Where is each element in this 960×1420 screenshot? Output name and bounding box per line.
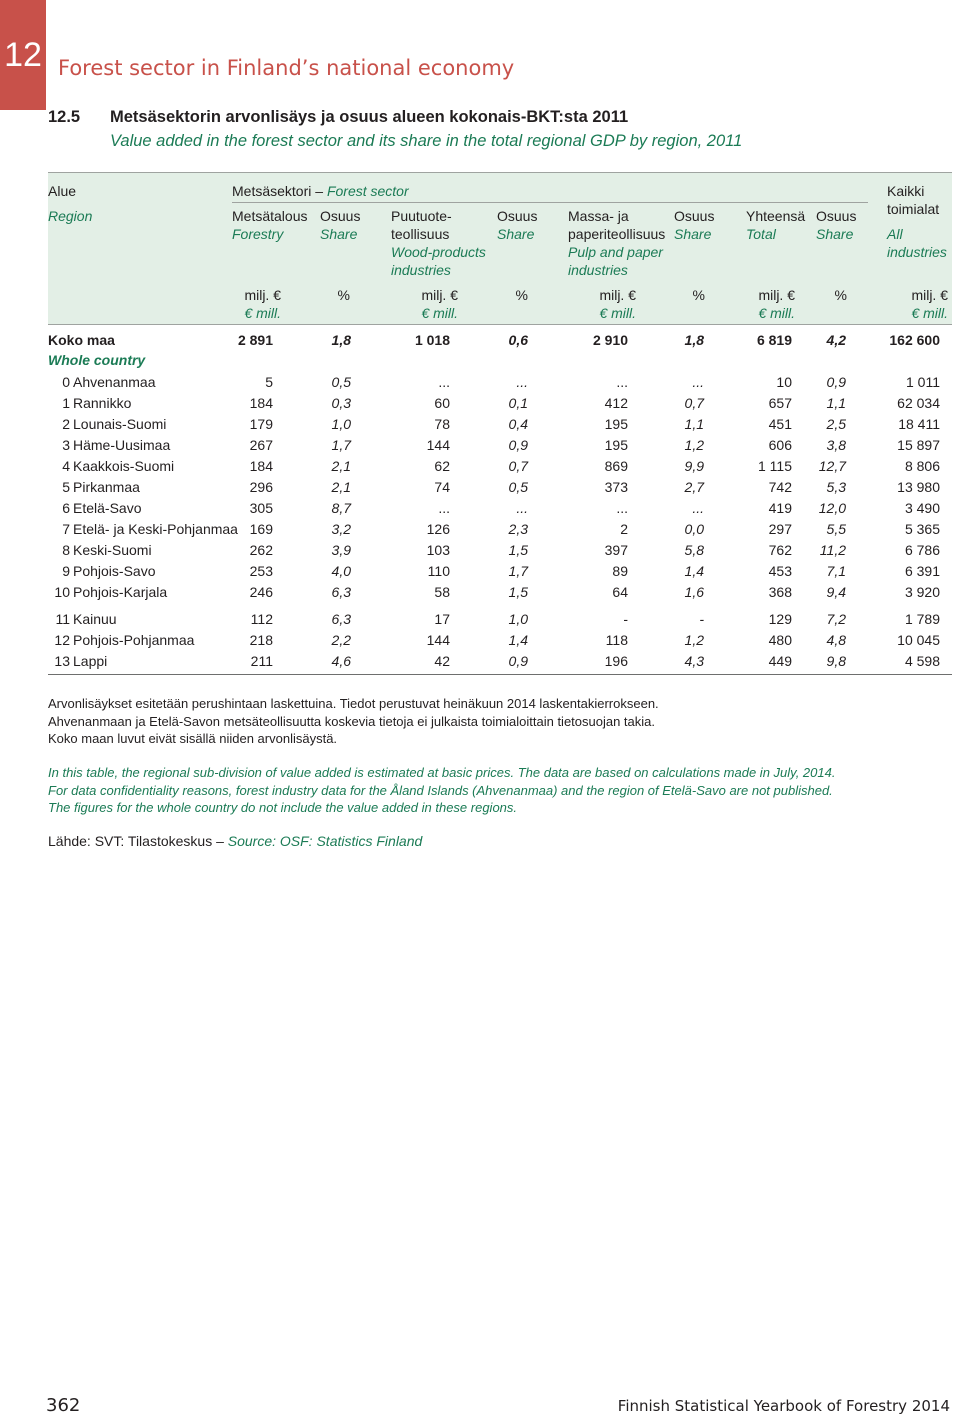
cell: 195: [604, 437, 628, 453]
note-fi-1: Arvonlisäykset esitetään perushintaan laskettuina. Tiedot perustuvat heinäkuun 2014 laskentakierrokseen.: [48, 696, 659, 711]
cell: 1,2: [684, 437, 704, 453]
cell: 1,0: [331, 416, 351, 432]
cell: 1,5: [508, 542, 528, 558]
header-pulp-industries: industries: [568, 262, 628, 278]
cell: 1,6: [684, 584, 704, 600]
header-massa: Massa- ja: [568, 208, 629, 224]
region-name: Kainuu: [73, 611, 117, 627]
cell: 5,8: [684, 542, 704, 558]
table-subtitle: Value added in the forest sector and its share in the total regional GDP by region, 2011: [110, 132, 743, 150]
note-en-3: The figures for the whole country do not include the value added in these regions.: [48, 800, 518, 815]
cell: 0,9: [508, 437, 528, 453]
cell: 3,2: [331, 521, 351, 537]
cell: 657: [768, 395, 792, 411]
cell: 0,4: [508, 416, 528, 432]
unit-pct-1: %: [337, 287, 350, 303]
chapter-title: Forest sector in Finland’s national economy: [58, 56, 515, 80]
unit-milj-2: milj. €: [421, 287, 458, 303]
cell: 118: [605, 632, 628, 648]
cell: ...: [616, 374, 628, 390]
region-name: Kaakkois-Suomi: [73, 458, 175, 474]
header-sector-en: Forest sector: [326, 183, 409, 199]
cell: 412: [604, 395, 628, 411]
cell: 2: [620, 521, 628, 537]
header-bottom-rule: [48, 324, 952, 325]
header-metsatalous: Metsätalous: [232, 208, 308, 224]
cell: 0,5: [508, 479, 528, 495]
unit-milj-3: milj. €: [599, 287, 636, 303]
region-name: Keski-Suomi: [73, 542, 152, 558]
unit-pct-2: %: [515, 287, 528, 303]
cell: 4 598: [904, 653, 940, 669]
cell: 7,1: [826, 563, 846, 579]
region-number: 8: [62, 542, 70, 558]
cell: 4,3: [684, 653, 704, 669]
cell: 2,1: [331, 479, 351, 495]
cell: 5,5: [826, 521, 846, 537]
cell: 2,1: [331, 458, 351, 474]
header-alue: Alue: [48, 183, 77, 199]
table-header-background: [48, 172, 952, 324]
note-fi-3: Koko maan luvut eivät sisällä niiden arvonlisäystä.: [48, 731, 338, 746]
cell: 1,4: [684, 563, 704, 579]
table-bottom-rule: [48, 674, 952, 675]
cell: 10 045: [897, 632, 940, 648]
cell: 144: [426, 632, 450, 648]
cell: 162 600: [889, 332, 940, 348]
region-number: 9: [62, 563, 70, 579]
cell: 419: [768, 500, 792, 516]
header-osuus-3: Osuus: [674, 208, 715, 224]
notes-finnish: [48, 695, 659, 748]
cell: 2 891: [237, 332, 273, 348]
unit-pct-3: %: [692, 287, 705, 303]
cell: 449: [768, 653, 792, 669]
cell: 7,2: [826, 611, 846, 627]
cell: 451: [768, 416, 792, 432]
cell: 211: [250, 653, 273, 669]
cell: 4,8: [826, 632, 846, 648]
header-osuus-2: Osuus: [497, 208, 538, 224]
cell: 4,6: [331, 653, 351, 669]
cell: 0,6: [508, 332, 528, 348]
table-row: [48, 500, 952, 521]
unit-mill-3: € mill.: [599, 305, 636, 321]
cell: 2 910: [592, 332, 628, 348]
header-forestry: Forestry: [232, 226, 284, 242]
region-name: Rannikko: [73, 395, 132, 411]
cell: 6,3: [331, 584, 351, 600]
region-number: 12: [54, 632, 70, 648]
cell: 218: [249, 632, 273, 648]
table-row-whole-country: [48, 332, 952, 353]
header-teollisuus: teollisuus: [391, 226, 450, 242]
cell: 195: [604, 416, 628, 432]
table-row: [48, 611, 952, 632]
header-region: Region: [48, 208, 93, 224]
header-sector-fi: Metsäsektori –: [232, 183, 324, 199]
note-en-2: For data confidentiality reasons, forest industry data for the Åland Islands (Ahvenanmaa) and the region of Etelä-Savo are not published.: [48, 782, 833, 798]
cell: 0,0: [684, 521, 704, 537]
region-name: Lappi: [73, 653, 108, 669]
cell: -: [623, 611, 628, 627]
cell: 5 365: [904, 521, 940, 537]
cell: 6 786: [904, 542, 940, 558]
cell: 8,7: [331, 500, 351, 516]
unit-milj-5: milj. €: [911, 287, 948, 303]
book-title: Finnish Statistical Yearbook of Forestry 2014: [617, 1397, 950, 1415]
cell: 480: [768, 632, 792, 648]
header-wood-products: Wood-products: [391, 244, 486, 260]
unit-mill-5: € mill.: [911, 305, 948, 321]
cell: 3,9: [331, 542, 351, 558]
cell: 5,3: [826, 479, 846, 495]
cell: 9,9: [684, 458, 704, 474]
table-row: [48, 563, 952, 584]
header-paperiteollisuus: paperiteollisuus: [568, 226, 666, 242]
cell: 1,2: [684, 632, 704, 648]
chapter-number: 12: [0, 0, 46, 110]
cell: 0,1: [508, 395, 528, 411]
region-name: Pohjois-Savo: [73, 563, 156, 579]
cell: 0,3: [331, 395, 351, 411]
cell: 267: [249, 437, 273, 453]
cell: 397: [604, 542, 628, 558]
cell: 184: [249, 395, 273, 411]
cell: ...: [616, 500, 628, 516]
cell: 89: [612, 563, 628, 579]
table-row: [48, 395, 952, 416]
cell: 3 920: [904, 584, 940, 600]
header-kaikki: Kaikki: [887, 183, 925, 199]
region-number: 6: [62, 500, 70, 516]
cell: 0,7: [684, 395, 704, 411]
cell: 15 897: [897, 437, 940, 453]
header-total: Total: [746, 226, 776, 242]
unit-mill-4: € mill.: [758, 305, 795, 321]
cell: 18 411: [898, 416, 940, 432]
cell: 4,0: [331, 563, 351, 579]
cell: 112: [250, 611, 273, 627]
cell: 3 490: [904, 500, 940, 516]
header-pulp-paper: Pulp and paper: [568, 244, 663, 260]
cell: 144: [426, 437, 450, 453]
cell: 6 391: [904, 563, 940, 579]
cell: 12,7: [818, 458, 846, 474]
cell: 9,4: [826, 584, 846, 600]
cell: 1,5: [508, 584, 528, 600]
cell: ...: [692, 500, 704, 516]
table-title-text: Metsäsektorin arvonlisäys ja osuus alueen kokonais-BKT:sta 2011: [110, 108, 629, 126]
header-industries: industries: [887, 244, 947, 260]
header-share-4: Share: [816, 226, 854, 242]
region-number: 7: [62, 521, 70, 537]
cell: 297: [768, 521, 792, 537]
header-share-3: Share: [674, 226, 712, 242]
cell: 296: [249, 479, 273, 495]
table-title: [48, 108, 628, 127]
cell: 1 011: [906, 374, 940, 390]
region-name: Ahvenanmaa: [73, 374, 156, 390]
cell: 0,9: [826, 374, 846, 390]
cell: 1 018: [414, 332, 450, 348]
cell: 196: [604, 653, 628, 669]
region-number: 3: [62, 437, 70, 453]
header-all: All: [887, 226, 903, 242]
cell: 305: [249, 500, 273, 516]
cell: 62 034: [897, 395, 940, 411]
cell: 64: [612, 584, 628, 600]
cell: 453: [768, 563, 792, 579]
cell: 606: [768, 437, 792, 453]
region-name: Lounais-Suomi: [73, 416, 167, 432]
whole-country-name-en: Whole country: [48, 352, 146, 368]
cell: 1,7: [331, 437, 351, 453]
cell: 9,8: [826, 653, 846, 669]
cell: 6 819: [756, 332, 792, 348]
cell: 58: [434, 584, 450, 600]
header-osuus-1: Osuus: [320, 208, 361, 224]
cell: 2,5: [826, 416, 846, 432]
cell: 78: [434, 416, 450, 432]
region-number: 4: [62, 458, 70, 474]
cell: 869: [604, 458, 628, 474]
table-row: [48, 584, 952, 605]
header-puutuote: Puutuote-: [391, 208, 452, 224]
cell: 62: [434, 458, 450, 474]
region-number: 5: [62, 479, 70, 495]
header-top-rule: [48, 172, 952, 173]
sector-rule: [232, 202, 868, 203]
region-name: Pirkanmaa: [73, 479, 140, 495]
source-en: Source: OSF: Statistics Finland: [227, 833, 423, 849]
region-name: Etelä- ja Keski-Pohjanmaa: [73, 521, 238, 537]
region-number: 0: [62, 374, 70, 390]
cell: 1 115: [758, 458, 792, 474]
cell: 129: [768, 611, 792, 627]
unit-mill-2: € mill.: [421, 305, 458, 321]
cell: 742: [768, 479, 792, 495]
source-fi: Lähde: SVT: Tilastokeskus –: [48, 833, 224, 849]
table-row: [48, 521, 952, 542]
cell: 8 806: [904, 458, 940, 474]
unit-pct-4: %: [834, 287, 847, 303]
cell: 0,5: [331, 374, 351, 390]
cell: 246: [249, 584, 273, 600]
cell: 253: [249, 563, 273, 579]
cell: 2,3: [508, 521, 528, 537]
table-row: [48, 437, 952, 458]
cell: 5: [265, 374, 273, 390]
cell: 1,7: [508, 563, 528, 579]
cell: 1,8: [331, 332, 351, 348]
cell: 11,2: [819, 542, 846, 558]
cell: 0,7: [508, 458, 528, 474]
unit-mill-1: € mill.: [244, 305, 281, 321]
cell: 17: [434, 611, 450, 627]
cell: 4,2: [826, 332, 846, 348]
cell: 10: [776, 374, 792, 390]
region-number: 11: [55, 611, 70, 627]
table-row: [48, 416, 952, 437]
region-name: Pohjois-Karjala: [73, 584, 168, 600]
cell: 3,8: [826, 437, 846, 453]
cell: 12,0: [818, 500, 846, 516]
header-osuus-4: Osuus: [816, 208, 857, 224]
region-number: 1: [62, 395, 70, 411]
cell: 2,7: [684, 479, 704, 495]
cell: 126: [426, 521, 450, 537]
cell: 1,4: [508, 632, 528, 648]
table-number: 12.5: [48, 108, 81, 126]
source: [48, 833, 422, 851]
cell: 1 789: [904, 611, 940, 627]
whole-country-name-fi: Koko maa: [48, 332, 115, 348]
cell: 42: [434, 653, 450, 669]
cell: 169: [249, 521, 273, 537]
unit-milj-4: milj. €: [758, 287, 795, 303]
cell: 74: [434, 479, 450, 495]
cell: 110: [427, 563, 450, 579]
cell: 60: [434, 395, 450, 411]
table-row: [48, 542, 952, 563]
header-sector: [232, 182, 409, 200]
cell: ...: [516, 500, 528, 516]
table-row: [48, 374, 952, 395]
header-toimialat: toimialat: [887, 201, 940, 217]
cell: 762: [768, 542, 792, 558]
cell: 2,2: [331, 632, 351, 648]
header-share-1: Share: [320, 226, 358, 242]
page-number: 362: [46, 1395, 81, 1416]
cell: 103: [426, 542, 450, 558]
cell: 179: [249, 416, 273, 432]
table-row: [48, 632, 952, 653]
cell: 1,0: [508, 611, 528, 627]
notes-english: [48, 764, 835, 817]
table-row: [48, 479, 952, 500]
header-yhteensa: Yhteensä: [746, 208, 806, 224]
cell: ...: [692, 374, 704, 390]
region-number: 2: [62, 416, 70, 432]
cell: 1,1: [684, 416, 704, 432]
cell: ...: [516, 374, 528, 390]
cell: 373: [604, 479, 628, 495]
cell: 13 980: [897, 479, 940, 495]
region-number: 10: [54, 584, 70, 600]
cell: 184: [249, 458, 273, 474]
table-row: [48, 458, 952, 479]
header-share-2: Share: [497, 226, 535, 242]
table-row: [48, 653, 952, 674]
cell: -: [699, 611, 704, 627]
cell: 0,9: [508, 653, 528, 669]
region-name: Etelä-Savo: [73, 500, 142, 516]
region-name: Häme-Uusimaa: [73, 437, 171, 453]
cell: 1,1: [826, 395, 846, 411]
cell: ...: [438, 374, 450, 390]
cell: ...: [438, 500, 450, 516]
note-en-1: In this table, the regional sub-division of value added is estimated at basic prices. The data are based on calculations made in July, 2014.: [48, 765, 836, 780]
region-number: 13: [54, 653, 70, 669]
cell: 262: [249, 542, 273, 558]
region-name: Pohjois-Pohjanmaa: [73, 632, 195, 648]
cell: 6,3: [331, 611, 351, 627]
cell: 368: [768, 584, 792, 600]
cell: 1,8: [684, 332, 704, 348]
note-fi-2: Ahvenanmaan ja Etelä-Savon metsäteollisuutta koskevia tietoja ei julkaista toimialoittain tietosuojan takia.: [48, 713, 656, 729]
unit-milj-1: milj. €: [244, 287, 281, 303]
header-wood-industries: industries: [391, 262, 451, 278]
